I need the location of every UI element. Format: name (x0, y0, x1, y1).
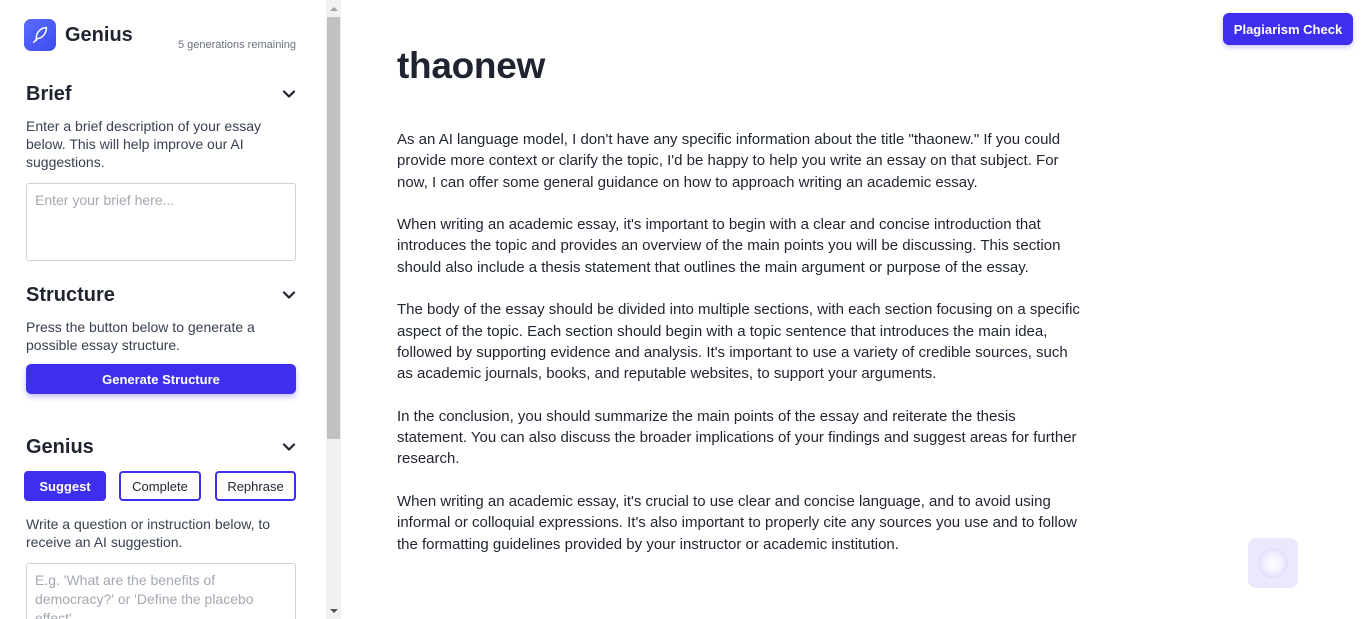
assistant-button[interactable] (1248, 538, 1298, 588)
structure-description: Press the button below to generate a possible essay structure. (26, 319, 255, 353)
brief-title: Brief (26, 83, 72, 105)
document-body[interactable] (397, 129, 1081, 576)
sidebar (0, 0, 326, 619)
suggest-button[interactable]: Suggest (24, 471, 106, 501)
structure-title: Structure (26, 284, 115, 306)
scroll-down-arrow-icon[interactable] (326, 602, 341, 619)
paragraph[interactable]: The body of the essay should be divided into multiple sections, with each section focusing on a specific aspect of the topic. Each section should begin with a topic sentence that introduces the main idea, followed by supporting evidence and analysis. It's important to use a variety of credible sources, such as academic journals, books, and reputable websites, to support your arguments. (397, 301, 1080, 383)
chevron-down-icon[interactable] (280, 438, 298, 456)
scrollbar-thumb[interactable] (327, 17, 340, 439)
brief-input[interactable] (26, 183, 296, 261)
feather-icon (24, 19, 56, 51)
paragraph[interactable]: When writing an academic essay, it's important to begin with a clear and concise introduction that introduces the topic and provides an overview of the main points you will be discussing. This section should also include a thesis statement that outlines the main argument or purpose of the essay. (397, 216, 1061, 276)
paragraph[interactable]: When writing an academic essay, it's crucial to use clear and concise language, and to avoid using informal or colloquial expressions. It's also important to properly cite any sources you use and to follow the formatting guidelines provided by your instructor or academic institution. (397, 493, 1077, 553)
chevron-down-icon[interactable] (280, 286, 298, 304)
scroll-up-arrow-icon[interactable] (326, 0, 341, 17)
assistant-orb-icon (1258, 548, 1288, 578)
plagiarism-check-button[interactable]: Plagiarism Check (1223, 13, 1353, 45)
genius-prompt-input[interactable] (26, 563, 296, 619)
paragraph[interactable]: As an AI language model, I don't have any specific information about the title "thaonew." If you could provide more context or clarify the topic, I'd be happy to help you write an essay on that subject. For now, I can offer some general guidance on how to approach writing an academic essay. (397, 131, 1061, 191)
complete-button[interactable]: Complete (119, 471, 201, 501)
chevron-down-icon[interactable] (280, 85, 298, 103)
app-name: Genius (65, 23, 133, 46)
generations-remaining: 5 generations remaining (177, 39, 296, 51)
genius-description: Write a question or instruction below, to receive an AI suggestion. (26, 516, 271, 550)
app-logo[interactable] (24, 19, 133, 51)
paragraph[interactable]: In the conclusion, you should summarize the main points of the essay and reiterate the thesis statement. You can also discuss the broader implications of your findings and suggest areas for further research. (397, 407, 1077, 468)
rephrase-button[interactable]: Rephrase (215, 471, 296, 501)
document-title[interactable]: thaonew (397, 45, 545, 86)
genius-title: Genius (26, 436, 94, 458)
sidebar-scrollbar[interactable] (326, 0, 341, 619)
brief-description: Enter a brief description of your essay below. This will help improve our AI suggestions. (26, 118, 262, 170)
generate-structure-button[interactable]: Generate Structure (26, 364, 296, 394)
